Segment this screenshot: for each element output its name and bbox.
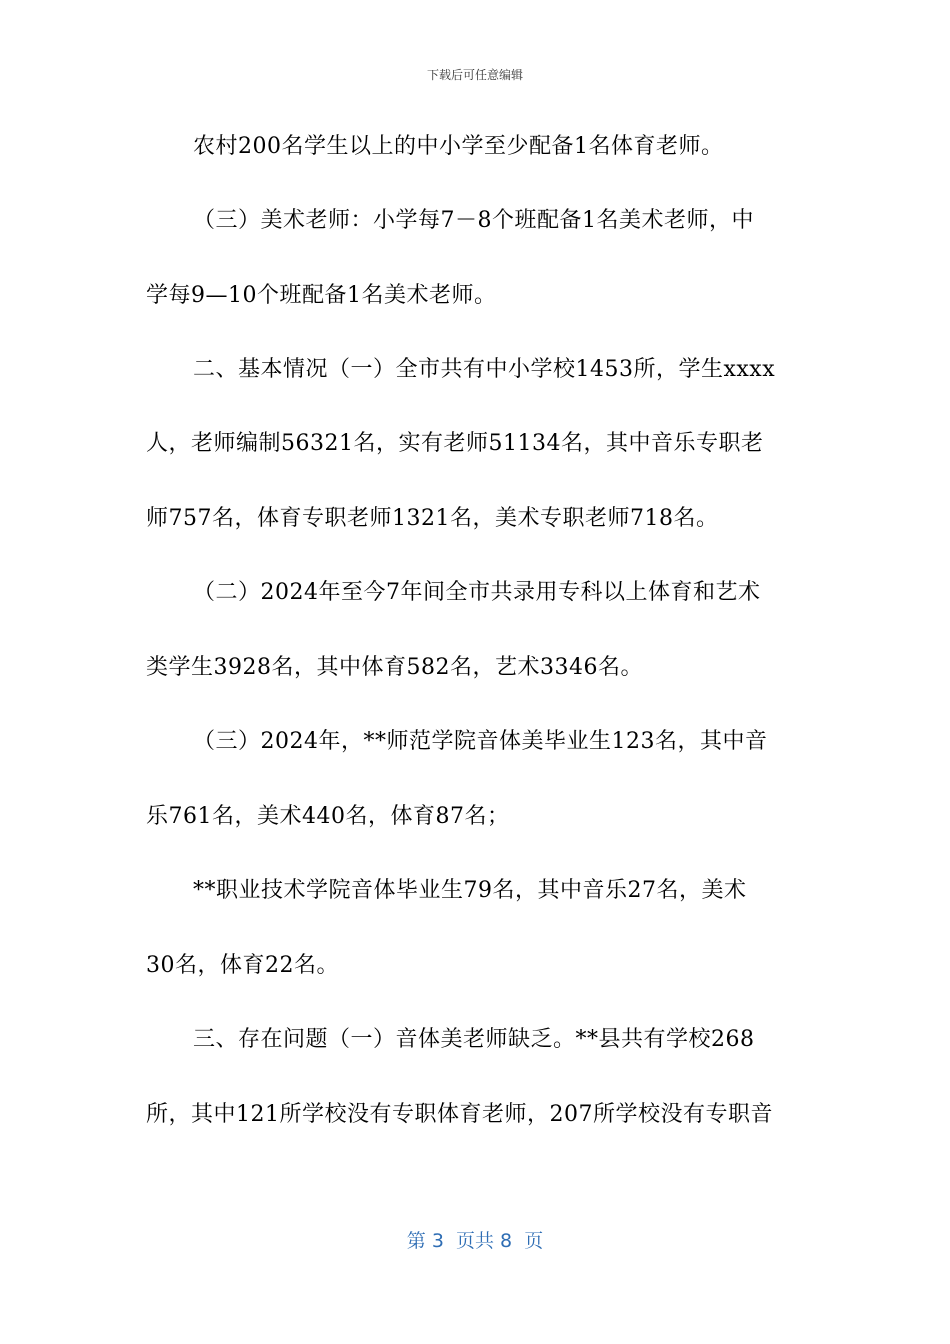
paragraph-line: （二）2024年至今7年间全市共录用专科以上体育和艺术: [193, 580, 761, 605]
paragraph-line: 乐761名，美术440名，体育87名；: [146, 804, 510, 829]
paragraph-line: **职业技术学院音体毕业生79名，其中音乐27名，美术: [193, 878, 747, 903]
header-note: 下载后可任意编辑: [426, 68, 523, 82]
paragraph-line: 30名，体育22名。: [146, 953, 339, 978]
paragraph-line: 学每9—10个班配备1名美术老师。: [146, 283, 497, 308]
paragraph-line: 三、存在问题（一）音体美老师缺乏。**县共有学校268: [193, 1027, 755, 1052]
paragraph-line: 所，其中121所学校没有专职体育老师，207所学校没有专职音: [146, 1102, 773, 1127]
paragraph-line: （三）美术老师：小学每7－8个班配备1名美术老师，中: [193, 208, 754, 233]
paragraph-line: 农村200名学生以上的中小学至少配备1名体育老师。: [193, 134, 724, 159]
paragraph-line: 二、基本情况（一）全市共有中小学校1453所，学生xxxx: [193, 357, 776, 382]
page-number-footer: 第 3 页共 8 页: [406, 1230, 544, 1252]
paragraph-line: （三）2024年，**师范学院音体美毕业生123名，其中音: [193, 729, 768, 754]
paragraph-line: 师757名，体育专职老师1321名，美术专职老师718名。: [146, 506, 719, 531]
paragraph-line: 人，老师编制56321名，实有老师51134名，其中音乐专职老: [146, 431, 764, 456]
paragraph-line: 类学生3928名，其中体育582名，艺术3346名。: [146, 655, 643, 680]
